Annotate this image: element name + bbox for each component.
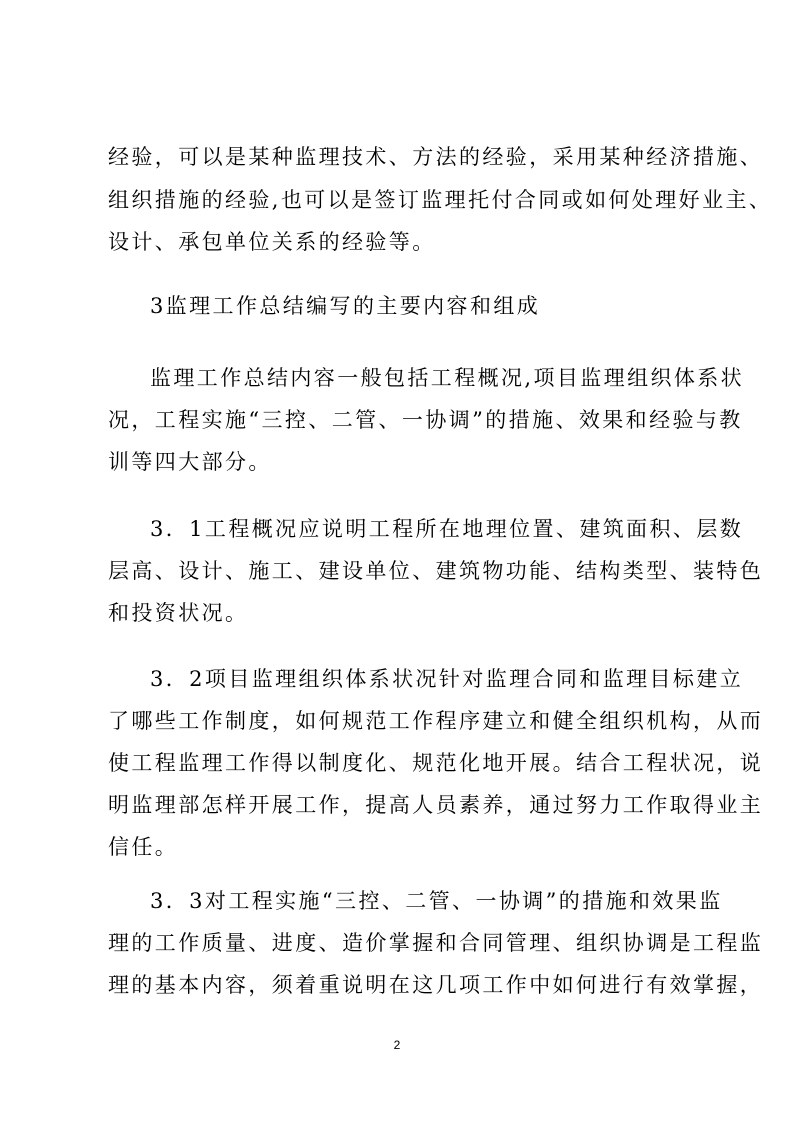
text-line: 和投资状况。 [108, 601, 249, 625]
text-line: 理的工作质量、进度、造价掌握和合同管理、组织协调是工程监 [108, 931, 764, 955]
text-line: 3．1工程概况应说明工程所在地理位置、建筑面积、层数 [150, 517, 744, 541]
text-line: 经验，可以是某种监理技术、方法的经验，采用某种经济措施、 [108, 145, 764, 169]
text-line: 监理工作总结内容一般包括工程概况,项目监理组织体系状 [150, 366, 745, 390]
text-line: 了哪些工作制度，如何规范工作程序建立和健全组织机构，从而 [108, 709, 764, 733]
text-line: 3．2项目监理组织体系状况针对监理合同和监理目标建立 [150, 667, 744, 691]
text-line: 3．3对工程实施“三控、二管、一协调”的措施和效果监 [150, 889, 723, 913]
text-line: 训等四大部分。 [108, 450, 272, 474]
text-line: 设计、承包单位关系的经验等。 [108, 230, 436, 254]
text-line: 组织措施的经验,也可以是签订监理托付合同或如何处理好业主、 [108, 188, 773, 212]
text-line: 使工程监理工作得以制度化、规范化地开展。结合工程状况，说 [108, 751, 764, 775]
page-number: 2 [393, 1038, 401, 1052]
text-line: 明监理部怎样开展工作，提高人员素养，通过努力工作取得业主 [108, 793, 764, 817]
text-line: 况，工程实施“三控、二管、一协调”的措施、效果和经验与教 [108, 408, 743, 432]
text-line: 理的基本内容，须着重说明在这几项工作中如何进行有效掌握， [108, 973, 764, 997]
text-line: 信任。 [108, 835, 179, 859]
text-line: 层高、设计、施工、建设单位、建筑物功能、结构类型、装特色 [108, 559, 764, 583]
heading-line: 3监理工作总结编写的主要内容和组成 [150, 294, 541, 318]
